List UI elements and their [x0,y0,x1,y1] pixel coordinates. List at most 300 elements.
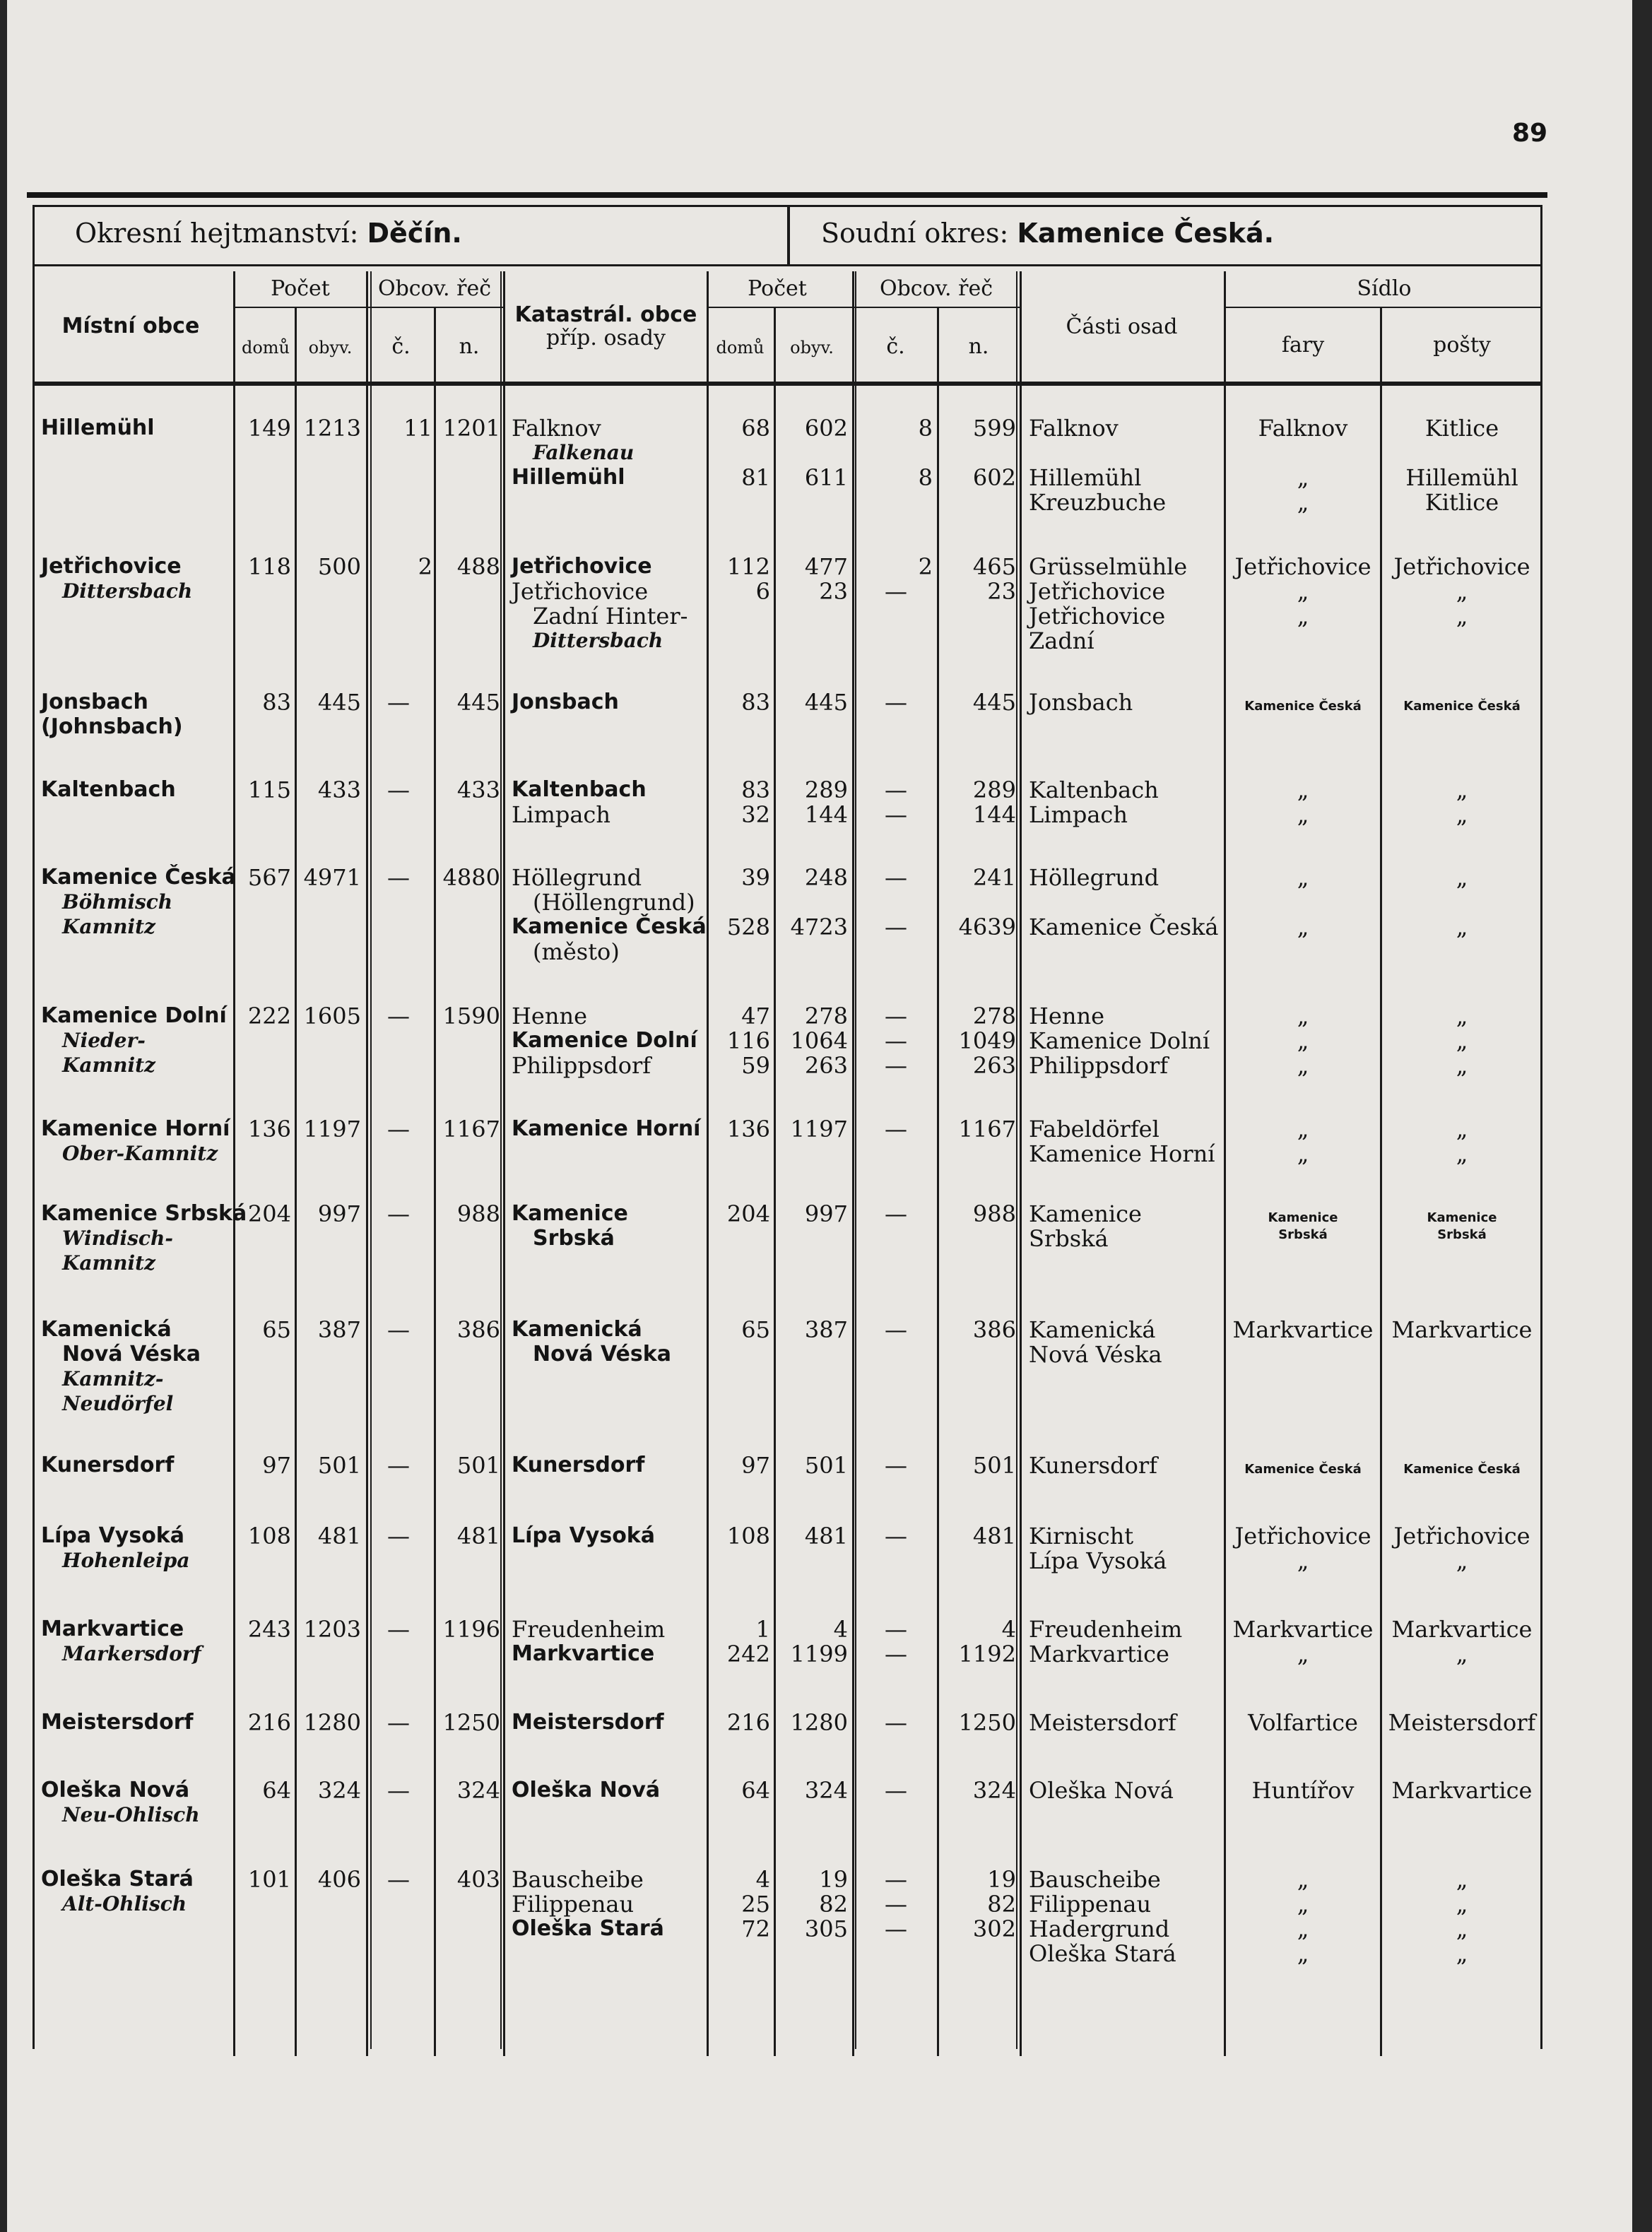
sidlo-fary: Srbská [1278,1227,1328,1242]
katastr-obyv: 4723 [790,914,848,940]
sidlo-fary: Kamenice [1268,1210,1338,1225]
obec-cesky: — [387,1866,410,1893]
obec-obyv: 1280 [303,1709,361,1736]
cast-osady: Zadní [1029,627,1095,654]
sidlo-posty: „ [1456,578,1468,605]
katastr-cesky: — [885,1116,907,1142]
katastr-nemecky: 1049 [958,1027,1016,1054]
katastr-domu: 4 [755,1866,770,1893]
cast-osady: Philippsdorf [1029,1052,1169,1079]
cast-osady: Freudenheim [1029,1616,1183,1643]
obec-obyv: 501 [317,1452,361,1479]
col-pocet-1: Počet [271,276,330,301]
obec-cesky: — [387,864,410,891]
obec-cesky: — [387,1523,410,1549]
katastr-obyv: 278 [804,1003,848,1029]
sidlo-fary: Markvartice [1232,1316,1374,1343]
sidlo-fary: „ [1297,1027,1309,1054]
katastr-name: Höllegrund [512,864,642,891]
obec-cesky: — [387,1616,410,1643]
sidlo-posty: „ [1456,801,1468,828]
obec-nemecky: 481 [456,1523,500,1549]
katastr-cesky: 2 [918,553,933,580]
obec-name: Kamnitz [62,915,155,938]
katastr-name: Limpach [512,801,610,828]
sidlo-posty: Kitlice [1424,415,1499,442]
sidlo-posty: Meistersdorf [1388,1709,1536,1736]
obec-obyv: 997 [317,1200,361,1227]
sidlo-rule [1224,307,1542,308]
katastr-obyv: 82 [819,1891,848,1918]
katastr-domu: 83 [741,689,770,716]
katastr-name: Filippenau [512,1891,635,1918]
obec-name: Meistersdorf [41,1710,194,1735]
obec-name: Kaltenbach [41,777,176,802]
katastr-name: Nová Véska [533,1342,671,1366]
katastr-domu: 64 [741,1777,770,1804]
obec-nemecky: 1201 [442,415,500,442]
katastr-cesky: — [885,1523,907,1549]
obec-name: Kamenice Česká [41,865,236,890]
obec-domu: 567 [247,864,291,891]
obec-name: Neu-Ohlisch [62,1803,200,1826]
cast-osady: Kirnischt [1029,1523,1134,1549]
top-rule [27,192,1547,198]
sidlo-fary: Markvartice [1232,1616,1374,1643]
col-obyv-1: obyv. [308,338,353,358]
sidlo-fary: „ [1297,603,1309,630]
obec-obyv: 4971 [303,864,361,891]
katastr-cesky: — [885,1027,907,1054]
obec-cesky: — [387,1316,410,1343]
katastr-name: Kamenice Česká [512,914,707,939]
katastr-domu: 59 [741,1052,770,1079]
katastr-name: Dittersbach [533,629,663,652]
katastr-cesky: 8 [918,464,933,491]
katastr-cesky: — [885,1915,907,1942]
sidlo-fary: „ [1297,1641,1309,1667]
katastr-obyv: 305 [804,1915,848,1942]
obec-name: Nová Véska [62,1342,201,1366]
cast-osady: Kreuzbuche [1029,489,1167,516]
sidlo-fary: Jetřichovice [1234,553,1371,580]
obec-domu: 118 [247,553,291,580]
obec-nemecky: 324 [456,1777,500,1804]
sidlo-posty: „ [1456,864,1468,891]
obec-name: Oleška Stará [41,1867,194,1891]
katastr-name: Kamenice Horní [512,1116,701,1141]
obec-nemecky: 4880 [442,864,500,891]
cast-osady: Kamenice Česká [1029,914,1219,940]
katastr-cesky: — [885,801,907,828]
obec-domu: 204 [247,1200,291,1227]
page-number: 89 [1512,119,1548,148]
katastr-domu: 136 [726,1116,770,1142]
obec-obyv: 1605 [303,1003,361,1029]
katastr-domu: 1 [755,1616,770,1643]
obec-nemecky: 1196 [442,1616,500,1643]
katastr-cesky: — [885,914,907,940]
cast-osady: Henne [1029,1003,1104,1029]
cast-osady: Filippenau [1029,1891,1152,1918]
katastr-name: Jonsbach [512,690,619,714]
obec-obyv: 500 [317,553,361,580]
katastr-cesky: — [885,1052,907,1079]
katastr-nemecky: 501 [972,1452,1016,1479]
sidlo-posty: „ [1456,1003,1468,1029]
katastr-name: (město) [533,938,620,965]
katastr-obyv: 19 [819,1866,848,1893]
obec-obyv: 324 [317,1777,361,1804]
obec-name: Jetřichovice [41,554,182,579]
obec-domu: 216 [247,1709,291,1736]
obec-cesky: — [387,1777,410,1804]
obec-domu: 243 [247,1616,291,1643]
district-title [75,218,462,249]
katastr-nemecky: 302 [972,1915,1016,1942]
obec-cesky: — [387,1200,410,1227]
col-obyv-2: obyv. [790,338,834,358]
katastr-name: Kamenice Dolní [512,1028,697,1053]
katastr-domu: 6 [755,578,770,605]
katastr-name: (Höllengrund) [533,889,695,916]
sidlo-posty: „ [1456,1547,1468,1574]
col-pocet-2: Počet [748,276,807,301]
sidlo-posty: „ [1456,1915,1468,1942]
obec-nemecky: 403 [456,1866,500,1893]
katastr-cesky: — [885,1452,907,1479]
sidlo-posty: „ [1456,1891,1468,1918]
obec-name: Kamenice Srbská [41,1201,247,1226]
obec-cesky: — [387,1452,410,1479]
katastr-cesky: — [885,777,907,803]
katastr-domu: 25 [741,1891,770,1918]
katastr-cesky: — [885,1003,907,1029]
obec-nemecky: 433 [456,777,500,803]
katastr-domu: 112 [726,553,770,580]
cast-osady: Hadergrund [1029,1915,1170,1942]
cast-osady: Srbská [1029,1225,1109,1252]
col-divider-2 [366,271,368,2056]
cast-osady: Falknov [1029,415,1119,442]
obec-obyv: 481 [317,1523,361,1549]
katastr-obyv: 1197 [790,1116,848,1142]
katastr-nemecky: 599 [972,415,1016,442]
sidlo-posty: Markvartice [1391,1616,1533,1643]
col-katastr-2: příp. osady [546,326,666,350]
sidlo-fary: „ [1297,1116,1309,1142]
katastr-name: Oleška Nová [512,1778,661,1802]
katastr-domu: 97 [741,1452,770,1479]
obec-cesky: — [387,1116,410,1142]
katastr-nemecky: 4 [1001,1616,1016,1643]
katastr-obyv: 324 [804,1777,848,1804]
obec-cesky: — [387,1003,410,1029]
sidlo-posty: „ [1456,1866,1468,1893]
katastr-obyv: 1280 [790,1709,848,1736]
col-c-2: č. [886,334,905,359]
cast-osady: Grüsselmühle [1029,553,1188,580]
cast-osady: Höllegrund [1029,864,1160,891]
obec-name: Markvartice [41,1617,184,1641]
cast-osady: Oleška Nová [1029,1777,1174,1804]
obec-name: Neudörfel [62,1392,174,1415]
katastr-name: Kamenice [512,1201,628,1226]
katastr-name: Lípa Vysoká [512,1523,655,1548]
obec-name: Kamenice Dolní [41,1003,227,1028]
obec-name: Hohenleipa [62,1549,190,1572]
katastr-obyv: 445 [804,689,848,716]
sidlo-posty: Jetřichovice [1393,553,1530,580]
obec-nemecky: 1590 [442,1003,500,1029]
col-katastr-1: Katastrál. obce [514,302,697,327]
sidlo-fary: „ [1297,1915,1309,1942]
katastr-name: Falknov [512,415,601,442]
katastr-domu: 116 [726,1027,770,1054]
district-label: Okresní hejtmanství: [75,218,359,249]
katastr-cesky: — [885,578,907,605]
katastr-name: Jetřichovice [512,578,649,605]
sidlo-posty: Markvartice [1391,1777,1533,1804]
obec-domu: 65 [262,1316,291,1343]
col-divider-4 [503,271,505,2056]
cast-osady: Bauscheibe [1029,1866,1161,1893]
sidlo-fary: „ [1297,464,1309,491]
obec-name: Markersdorf [62,1642,201,1665]
obec-name: Oleška Nová [41,1778,190,1802]
col-domu-2: domů [716,338,765,358]
katastr-obyv: 289 [804,777,848,803]
obec-cesky: — [387,1709,410,1736]
katastr-nemecky: 289 [972,777,1016,803]
cast-osady: Limpach [1029,801,1128,828]
katastr-name: Henne [512,1003,587,1029]
court-name: Kamenice Česká. [1017,218,1275,249]
obec-name: Kamnitz [62,1053,155,1077]
katastr-nemecky: 144 [972,801,1016,828]
sidlo-fary: „ [1297,801,1309,828]
obec-nemecky: 501 [456,1452,500,1479]
katastr-nemecky: 1250 [958,1709,1016,1736]
sidlo-fary: Volfartice [1248,1709,1358,1736]
sidlo-fary: Kamenice Česká [1244,699,1362,714]
katastr-domu: 32 [741,801,770,828]
sidlo-posty: Kamenice Česká [1403,1462,1521,1477]
sidlo-fary: „ [1297,489,1309,516]
header-bottom-rule [33,382,1542,386]
obec-name: Dittersbach [62,579,193,603]
sidlo-posty: Kamenice Česká [1403,699,1521,714]
obec-nemecky: 1167 [442,1116,500,1142]
obec-domu: 64 [262,1777,291,1804]
katastr-nemecky: 263 [972,1052,1016,1079]
sidlo-fary: „ [1297,1003,1309,1029]
sidlo-fary: „ [1297,1866,1309,1893]
katastr-obyv: 501 [804,1452,848,1479]
sidlo-fary: „ [1297,578,1309,605]
katastr-obyv: 144 [804,801,848,828]
cast-osady: Meistersdorf [1029,1709,1176,1736]
katastr-domu: 108 [726,1523,770,1549]
katastr-obyv: 611 [804,464,848,491]
obec-name: Alt-Ohlisch [62,1892,187,1915]
katastr-domu: 47 [741,1003,770,1029]
obec-domu: 222 [247,1003,291,1029]
obec-name: Böhmisch [62,890,173,914]
katastr-nemecky: 1167 [958,1116,1016,1142]
katastr-domu: 528 [726,914,770,940]
cast-osady: Jonsbach [1029,689,1133,716]
sidlo-posty: „ [1456,603,1468,630]
obec-domu: 136 [247,1116,291,1142]
col-divider-7 [852,271,854,2056]
obec-domu: 97 [262,1452,291,1479]
cast-osady: Kamenická [1029,1316,1156,1343]
cast-osady: Kamenice Horní [1029,1140,1215,1167]
katastr-cesky: — [885,864,907,891]
sidlo-posty: „ [1456,1140,1468,1167]
cast-osady: Kaltenbach [1029,777,1159,803]
sidlo-posty: „ [1456,777,1468,803]
obec-domu: 101 [247,1866,291,1893]
katastr-nemecky: 1192 [958,1641,1016,1667]
title-divider [787,205,790,264]
sidlo-fary: „ [1297,1940,1309,1967]
col-sidlo: Sídlo [1357,276,1412,301]
cast-osady: Jetřichovice [1029,603,1166,630]
katastr-nemecky: 988 [972,1200,1016,1227]
katastr-domu: 216 [726,1709,770,1736]
sidlo-fary: Falknov [1258,415,1348,442]
col-fary: fary [1281,333,1325,358]
katastr-obyv: 602 [804,415,848,442]
katastr-domu: 39 [741,864,770,891]
obec-domu: 115 [247,777,291,803]
katastr-obyv: 1064 [790,1027,848,1054]
cast-osady: Fabeldörfel [1029,1116,1160,1142]
obec-domu: 108 [247,1523,291,1549]
col-posty: pošty [1433,333,1491,358]
katastr-obyv: 997 [804,1200,848,1227]
katastr-nemecky: 19 [987,1866,1016,1893]
katastr-obyv: 387 [804,1316,848,1343]
katastr-domu: 83 [741,777,770,803]
obec-name: Kamnitz [62,1251,155,1275]
sidlo-fary: „ [1297,1547,1309,1574]
district-name: Děčín. [367,218,462,249]
sidlo-fary: Jetřichovice [1234,1523,1371,1549]
sidlo-fary: Kamenice Česká [1244,1462,1362,1477]
sidlo-fary: „ [1297,1140,1309,1167]
cast-osady: Hillemühl [1029,464,1142,491]
katastr-nemecky: 241 [972,864,1016,891]
cast-osady: Kunersdorf [1029,1452,1157,1479]
obec-name: Kunersdorf [41,1453,175,1477]
obec-cesky: 11 [403,415,432,442]
obec-nemecky: 445 [456,689,500,716]
katastr-name: Markvartice [512,1641,655,1666]
frame-left [33,205,35,2049]
obec-cesky: 2 [418,553,432,580]
cast-osady: Jetřichovice [1029,578,1166,605]
katastr-cesky: — [885,689,907,716]
sidlo-posty: Hillemühl [1405,464,1518,491]
col-obcov-1: Obcov. řeč [377,276,492,301]
katastr-domu: 81 [741,464,770,491]
katastr-name: Falkenau [533,441,635,464]
col-double-1 [500,271,502,2049]
katastr-cesky: — [885,1709,907,1736]
obec-name: Ober-Kamnitz [62,1142,218,1165]
katastr-domu: 65 [741,1316,770,1343]
obec-name: Jonsbach [41,690,148,714]
katastr-cesky: 8 [918,415,933,442]
katastr-nemecky: 445 [972,689,1016,716]
katastr-name: Freudenheim [512,1616,666,1643]
katastr-nemecky: 324 [972,1777,1016,1804]
katastr-cesky: — [885,1777,907,1804]
katastr-domu: 68 [741,415,770,442]
cast-osady: Lípa Vysoká [1029,1547,1167,1574]
sidlo-posty: „ [1456,1641,1468,1667]
obec-cesky: — [387,777,410,803]
obec-name: Kamnitz- [62,1367,164,1390]
col-double-3 [1016,271,1017,2049]
obec-cesky: — [387,689,410,716]
katastr-name: Kaltenbach [512,777,647,802]
katastr-obyv: 23 [819,578,848,605]
katastr-domu: 72 [741,1915,770,1942]
obec-nemecky: 488 [456,553,500,580]
katastr-obyv: 481 [804,1523,848,1549]
pocet-rule-2 [707,307,1020,308]
obec-obyv: 406 [317,1866,361,1893]
sidlo-posty: „ [1456,1940,1468,1967]
katastr-nemecky: 278 [972,1003,1016,1029]
sidlo-fary: „ [1297,777,1309,803]
sidlo-posty: Kamenice [1427,1210,1497,1225]
katastr-nemecky: 4639 [958,914,1016,940]
katastr-obyv: 477 [804,553,848,580]
katastr-name: Oleška Stará [512,1916,664,1941]
cast-osady: Kamenice Dolní [1029,1027,1210,1054]
obec-name: Lípa Vysoká [41,1523,184,1548]
obec-name: Kamenice Horní [41,1116,230,1141]
katastr-nemecky: 386 [972,1316,1016,1343]
katastr-domu: 242 [726,1641,770,1667]
katastr-nemecky: 602 [972,464,1016,491]
obec-name: Hillemühl [41,415,155,440]
katastr-name: Kunersdorf [512,1453,645,1477]
col-n-2: n. [968,334,989,359]
obec-obyv: 387 [317,1316,361,1343]
obec-domu: 83 [262,689,291,716]
katastr-name: Zadní Hinter- [533,603,688,630]
col-casti-osad: Části osad [1066,314,1178,339]
obec-name: (Johnsbach) [41,714,183,739]
katastr-name: Jetřichovice [512,554,652,579]
obec-obyv: 445 [317,689,361,716]
katastr-domu: 204 [726,1200,770,1227]
obec-obyv: 1197 [303,1116,361,1142]
katastr-nemecky: 481 [972,1523,1016,1549]
col-c-1: č. [391,334,411,359]
katastr-name: Srbská [533,1226,615,1251]
sidlo-fary: „ [1297,914,1309,940]
katastr-nemecky: 465 [972,553,1016,580]
obec-domu: 149 [247,415,291,442]
col-obcov-2: Obcov. řeč [879,276,993,301]
